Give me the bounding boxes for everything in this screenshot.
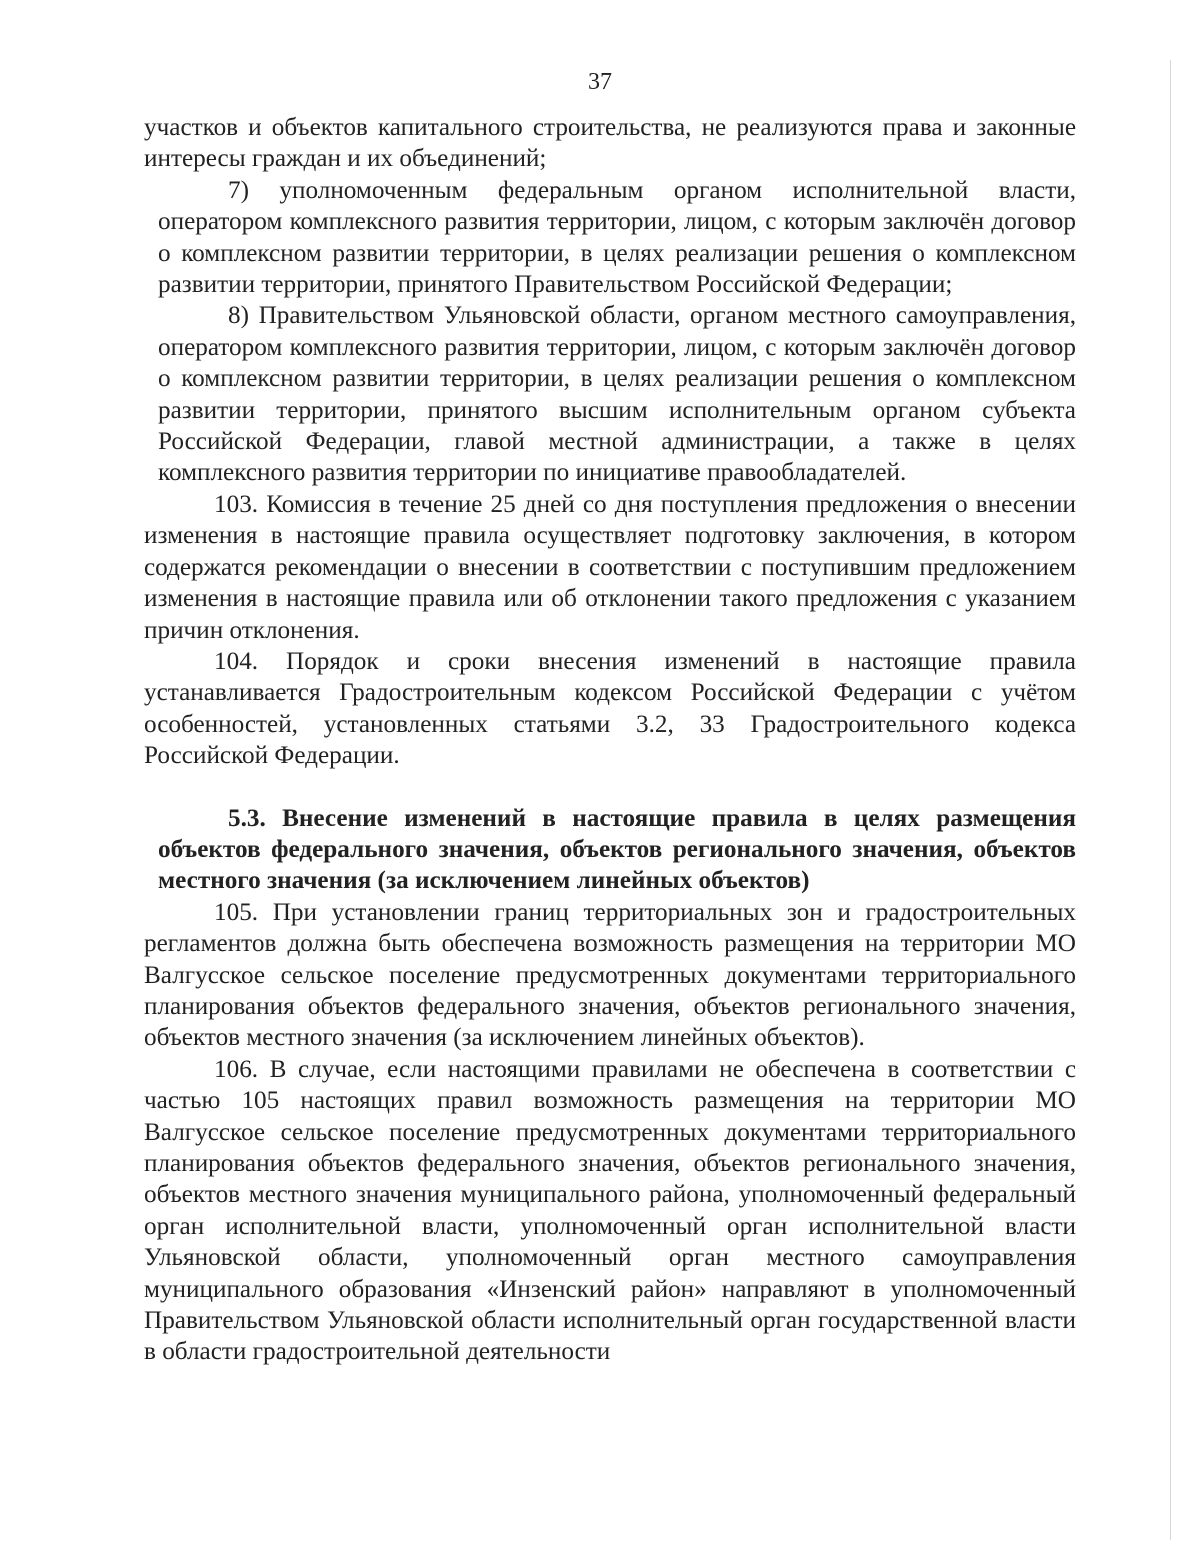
page-edge-line bbox=[1170, 60, 1171, 1540]
page-number: 37 bbox=[588, 69, 612, 95]
list-item-7: 7) уполномоченным федеральным органом исполнительной власти, оператором комплексного развития территории, лицом, с которым заключён договор о комплексном развитии территории, в целях реализации решения о комплексном развитии территории, принятого Правительством Российской Федерации; bbox=[158, 176, 1076, 299]
paragraph-106: 106. В случае, если настоящими правилами не обеспечена в соответствии с частью 105 настоящих правил возможность размещения на территории МО Валгусское сельское поселение предусмотренных документами территориального планирования объектов федерального значения, объектов регионального значения, объектов местного значения муниципального района, уполномоченный федеральный орган исполнительной власти, уполномоченный орган исполнительной власти Ульяновской области, уполномоченный орган местного самоуправления муниципального образования «Инзенский район» направляют в уполномоченный Правительством Ульяновской области исполнительный орган государственной власти в области градостроительной деятельности bbox=[144, 1055, 1076, 1366]
document-body bbox=[144, 112, 1076, 1368]
paragraph-105: 105. При установлении границ территориальных зон и градостроительных регламентов должна быть обеспечена возможность размещения на территории МО Валгусское сельское поселение предусмотренных документами территориального планирования объектов федерального значения, объектов регионального значения, объектов местного значения (за исключением линейных объектов). bbox=[144, 898, 1076, 1052]
paragraph-104: 104. Порядок и сроки внесения изменений в настоящие правила устанавливается Градостроительным кодексом Российской Федерации с учётом особенностей, установленных статьями 3.2, 33 Градостроительного кодекса Российской Федерации. bbox=[144, 647, 1076, 770]
paragraph-103: 103. Комиссия в течение 25 дней со дня поступления предложения о внесении изменения в настоящие правила осуществляет подготовку заключения, в котором содержатся рекомендации о внесении в соответствии с поступившим предложением изменения в настоящие правила или об отклонении такого предложения с указанием причин отклонения. bbox=[144, 490, 1076, 644]
list-item-8: 8) Правительством Ульяновской области, органом местного самоуправления, оператором комплексного развития территории, лицом, с которым заключён договор о комплексном развитии территории, в целях реализации решения о комплексном развитии территории, принятого высшим исполнительным органом субъекта Российской Федерации, главой местной администрации, а также в целях комплексного развития территории по инициативе правообладателей. bbox=[158, 302, 1076, 487]
paragraph-continuation: участков и объектов капитального строительства, не реализуются права и законные интересы граждан и их объединений; bbox=[144, 114, 1076, 173]
section-heading-5-3: 5.3. Внесение изменений в настоящие правила в целях размещения объектов федерального значения, объектов регионального значения, объектов местного значения (за исключением линейных объектов) bbox=[158, 804, 1076, 895]
